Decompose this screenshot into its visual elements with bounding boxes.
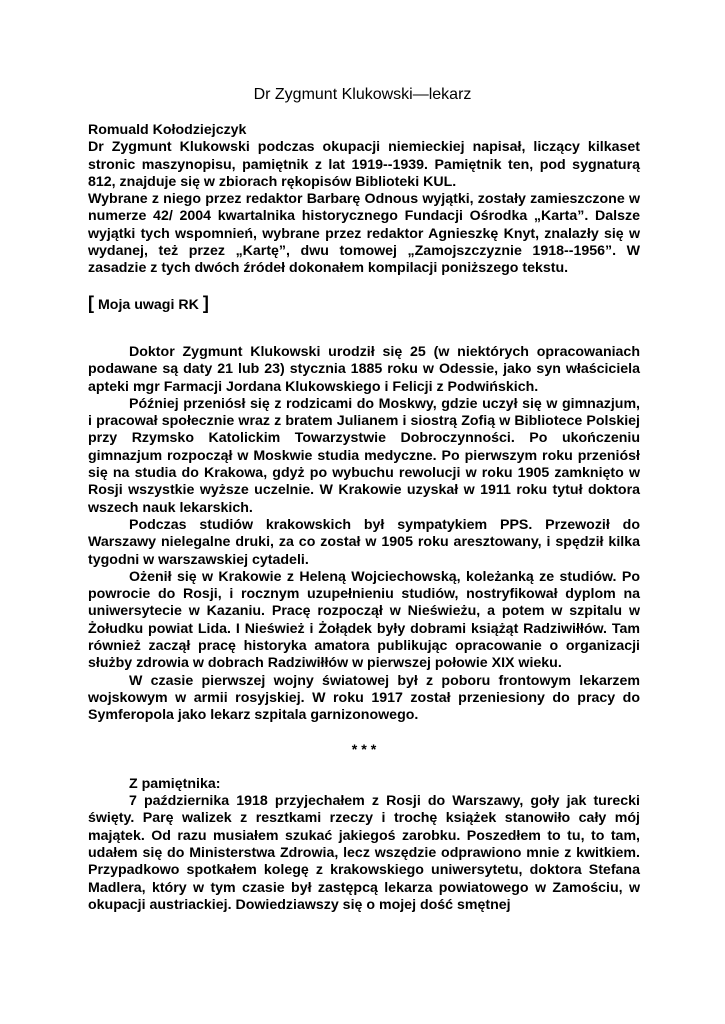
diary-heading: Z pamiętnika: [129,775,221,792]
section-separator: * * * [351,741,377,758]
biography-paragraph-4: Ożenił się w Krakowie z Heleną Wojciechowską, koleżanką ze studiów. Po powrocie do Rosji, i rocznym uzupełnieniu studiów, nostryfikował dyplom na uniwersytecie w Kazaniu. Pracę rozpoczął w Nieświeżu, a potem w szpitalu w Żołudku powiat Lida. I Nieśwież i Żołądek były dobrami książąt Radziwiłłów. Tam również zaczął pracę historyka amatora publikując opracowanie o organizacji służby zdrowia w dobrach Radziwiłłów w pierwszej połowie XIX wieku. [88,568,640,672]
note-open-bracket: [ [88,292,94,313]
intro-paragraph-1: Dr Zygmunt Klukowski podczas okupacji niemieckiej napisał, liczący kilkaset stronic maszynopisu, pamiętnik z lat 1919--1939. Pamiętnik ten, pod sygnaturą 812, znajduje się w zbiorach rękopisów Biblioteki KUL. [88,139,640,190]
intro-paragraph-2: Wybrane z niego przez redaktor Barbarę Odnous wyjątki, zostały zamieszczone w numerze 42/ 2004 kwartalnika historycznego Fundacji Ośrodka „Karta”. Dalsze wyjątki tych wspomnień, wybrane przez redaktor Agnieszkę Knyt, znalazły się w wydanej, też przez „Kartę”, dwu tomowej „Zamojszczyznie 1918--1956”. W zasadzie z tych dwóch źródeł dokonałem kompilacji poniższego tekstu. [88,191,640,277]
diary-paragraph-1: 7 października 1918 przyjechałem z Rosji do Warszawy, goły jak turecki święty. Parę walizek z resztkami rzeczy i trochę książek stanowiło cały mój majątek. Od razu musiałem szukać jakiegoś zarobku. Poszedłem to tu, to tam, udałem się do Ministerstwa Zdrowia, lecz wszędzie odprawiono mnie z kwitkiem. Przypadkowo spotkałem kolegę z krakowskiego uniwersytetu, doktora Stefana Madlera, który w tym czasie był zastępcą lekarza powiatowego w Zamościu, w okupacji austriackiej. Dowiedziawszy się o mojej dość smętnej [88,793,640,913]
document-body [88,122,640,914]
author-name: Romuald Kołodziejczyk [88,122,247,138]
document-title: Dr Zygmunt Klukowski—lekarz [253,86,472,103]
note-text: Moja uwagi RK [97,296,199,313]
note-close-bracket: ] [202,292,209,313]
biography-paragraph-3: Podczas studiów krakowskich był sympatykiem PPS. Przewoził do Warszawy nielegalne druki, za co został w 1905 roku aresztowany, i spędził kilka tygodni w warszawskiej cytadeli. [88,516,640,568]
biography-paragraph-1: Doktor Zygmunt Klukowski urodził się 25 (w niektórych opracowaniach podawane są daty 21 lub 23) stycznia 1885 roku w Odessie, jako syn właściciela apteki mgr Farmacji Jordana Klukowskiego i Felicji z Podwińskich. [88,343,640,395]
spacer [88,278,640,295]
spacer [88,314,640,344]
biography-paragraph-2: Później przeniósł się z rodzicami do Moskwy, gdzie uczył się w gimnazjum, i pracował społecznie wraz z bratem Julianem i siostrą Zofią w Bibliotece Polskiej przy Rzymsko Katolickim Towarzystwie Dobroczynności. Po ukończeniu gimnazjum rozpoczął w Moskwie studia medyczne. Po pierwszym roku przeniósł się na studia do Krakowa, gdyż po wybuchu rewolucji w roku 1905 zamknięto w Rosji wszystkie wyższe uczelnie. W Krakowie uzyskał w 1911 roku tytuł doktora wszech nauk lekarskich. [88,395,640,516]
editor-note [88,292,640,314]
spacer [88,759,640,776]
biography-paragraph-5: W czasie pierwszej wojny światowej był z poboru frontowym lekarzem wojskowym w armii rosyjskiej. W roku 1917 został przeniesiony do pracy do Symferopola jako lekarz szpitala garnizonowego. [88,672,640,724]
spacer [88,725,640,742]
